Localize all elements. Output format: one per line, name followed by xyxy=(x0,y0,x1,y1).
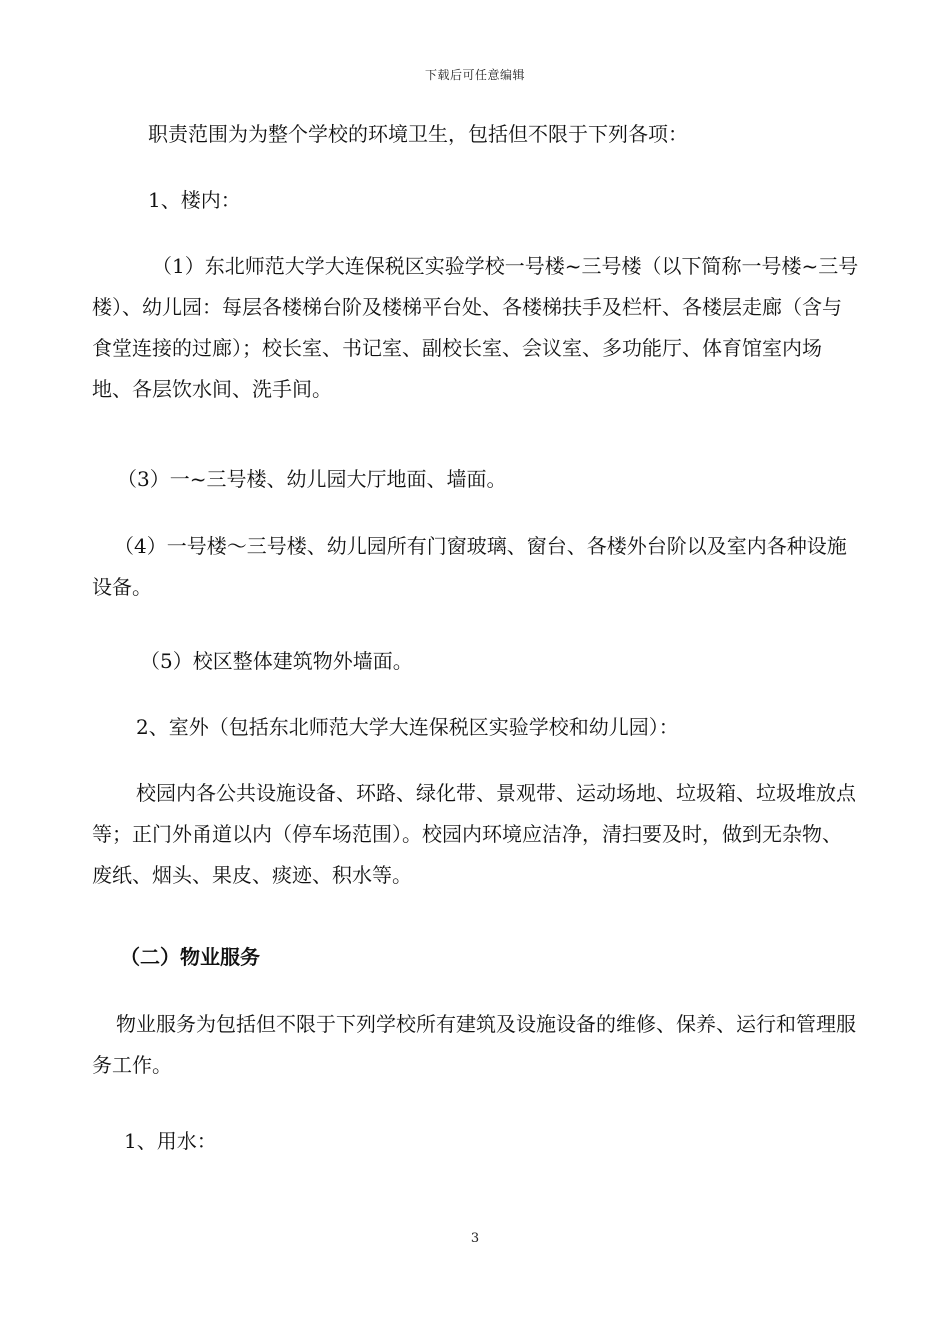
section-heading-property-service: （二）物业服务 xyxy=(120,945,260,969)
page-number: 3 xyxy=(470,1231,480,1246)
paragraph-scope-intro: 职责范围为为整个学校的环境卫生，包括但不限于下列各项： xyxy=(148,122,688,146)
paragraph-outdoor-detail: 校园内各公共设施设备、环路、绿化带、景观带、运动场地、垃圾箱、垃圾堆放点等；正门外甬道以内（停车场范围）。校园内环境应洁净，清扫要及时，做到无杂物、废纸、烟头、果皮、痰迹、积水等。 xyxy=(92,781,856,887)
paragraph-item-4: （4）一号楼～三号楼、幼儿园所有门窗玻璃、窗台、各楼外台阶以及室内各种设施设备。 xyxy=(92,534,847,599)
page-header: 下载后可任意编辑 xyxy=(424,68,525,82)
paragraph-outdoor-heading: 2、室外（包括东北师范大学大连保税区实验学校和幼儿园）： xyxy=(136,715,679,739)
paragraph-indoor-heading: 1、楼内： xyxy=(148,188,241,212)
paragraph-item-1: （1）东北师范大学大连保税区实验学校一号楼~三号楼（以下简称一号楼~三号楼）、幼儿园：每层各楼梯台阶及楼梯平台处、各楼梯扶手及栏杆、各楼层走廊（含与食堂连接的过廊）；校长室、书记室、副校长室、会议室、多功能厅、体育馆室内场地、各层饮水间、洗手间。 xyxy=(92,254,859,401)
paragraph-property-service: 物业服务为包括但不限于下列学校所有建筑及设施设备的维修、保养、运行和管理服务工作。 xyxy=(92,1012,856,1077)
paragraph-item-3: （3）一~三号楼、幼儿园大厅地面、墙面。 xyxy=(117,467,507,491)
paragraph-item-5: （5）校区整体建筑物外墙面。 xyxy=(140,649,413,673)
paragraph-water-heading: 1、用水： xyxy=(124,1129,217,1153)
